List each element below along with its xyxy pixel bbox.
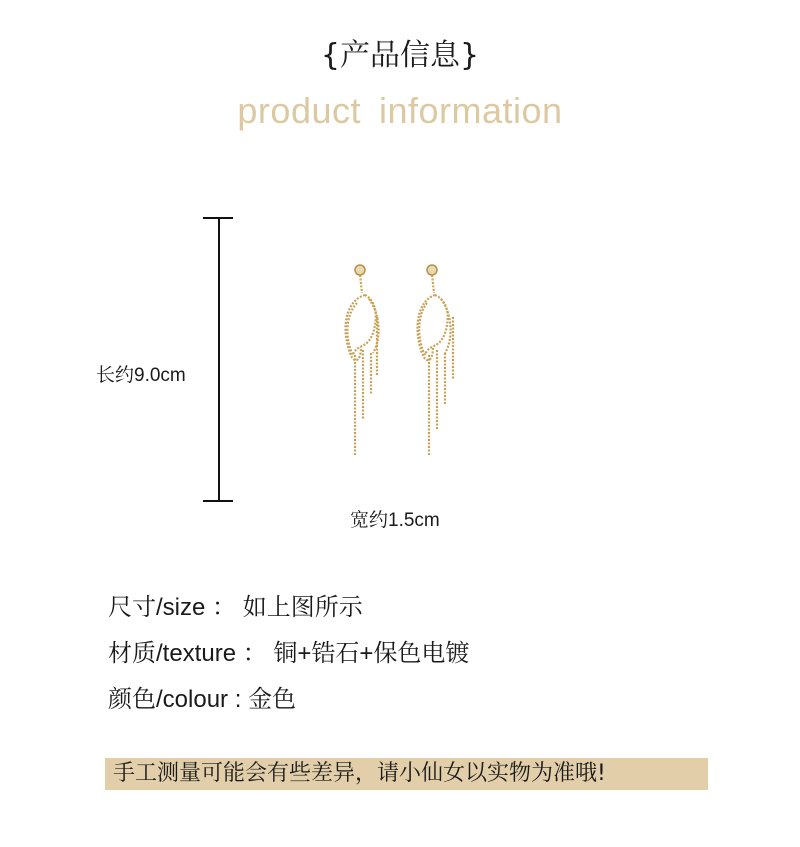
page-title-en [0, 90, 800, 132]
length-dimension-tick-bottom [203, 500, 233, 502]
length-label: 长约9.0cm [96, 365, 186, 386]
spec-size-label: 尺寸/size [108, 594, 206, 621]
spec-texture-sep: ： [242, 640, 267, 667]
page-title-en-word2: information [378, 90, 563, 131]
spec-row-size [108, 592, 469, 638]
measurement-note: 手工测量可能会有些差异，请小仙女以实物为准哦! [105, 758, 708, 790]
spec-size-sep: ： [212, 594, 237, 621]
earrings-image [335, 255, 480, 470]
spec-colour-sep: : [234, 686, 242, 713]
right-earring [417, 265, 453, 455]
length-dimension-line [218, 218, 220, 501]
spec-row-texture [108, 638, 469, 684]
spec-colour-value: 金色 [248, 686, 297, 713]
spec-colour-label: 颜色/colour [108, 686, 229, 713]
left-earring [346, 265, 379, 455]
spec-row-colour [108, 684, 469, 730]
specs-list [108, 592, 469, 730]
spec-texture-value: 铜+锆石+保色电镀 [273, 640, 470, 667]
spec-size-value: 如上图所示 [242, 594, 363, 621]
length-dimension-tick-top [203, 217, 233, 219]
width-label: 宽约1.5cm [350, 510, 440, 531]
page-title-cn: {产品信息} [320, 38, 480, 73]
page-title-en-word1: product [237, 90, 361, 131]
spec-texture-label: 材质/texture [108, 640, 237, 667]
